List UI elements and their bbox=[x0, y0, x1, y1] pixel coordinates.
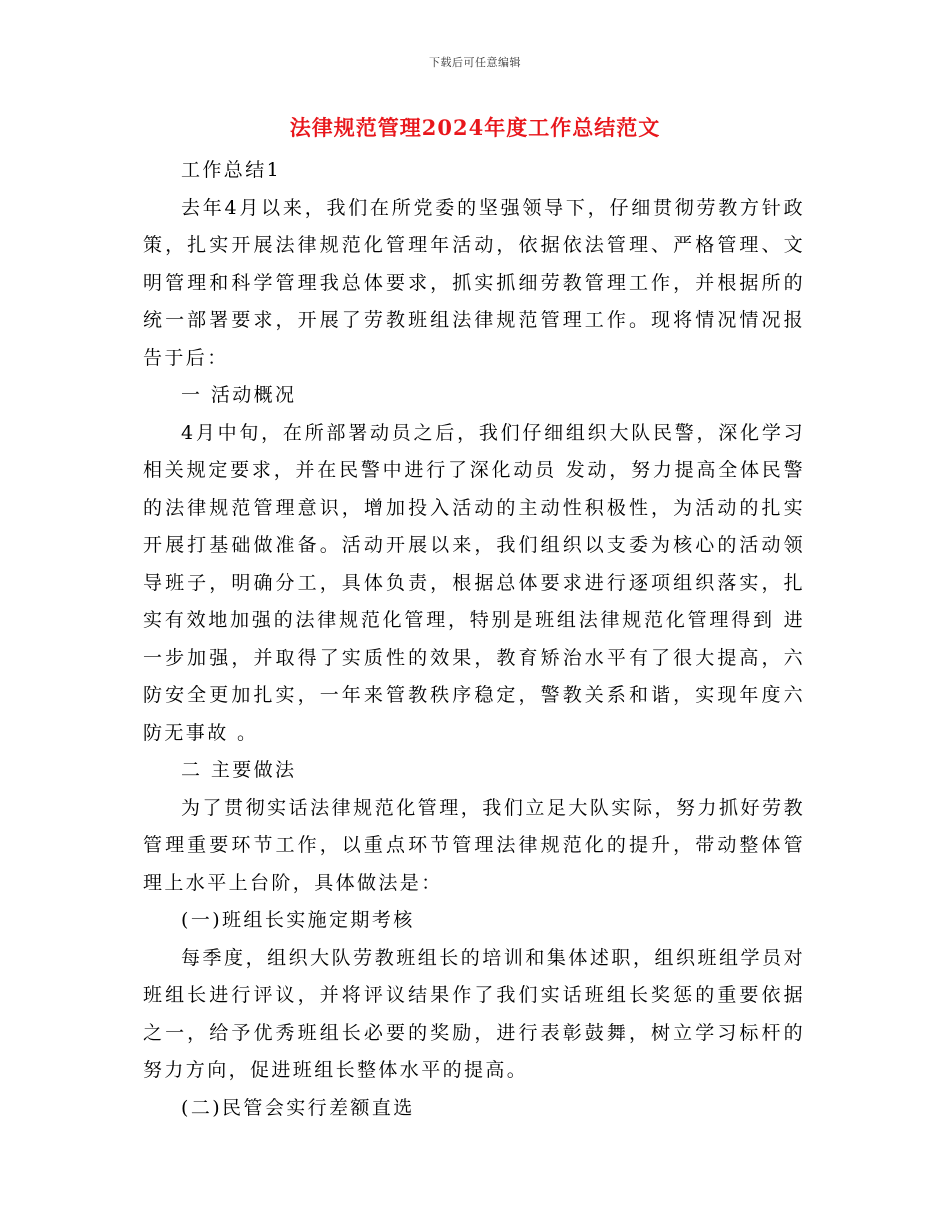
section-heading: 二 主要做法 bbox=[181, 759, 297, 781]
section-heading: 一 活动概况 bbox=[181, 384, 297, 406]
paragraph: 每季度，组织大队劳教班组长的培训和集体述职，组织班组学员对班组长进行评议，并将评议结果作了我们实话班组长奖惩的重要依据之一，给予优秀班组长必要的奖励，进行表彰鼓舞，树立学习标杆的努力方向，促进班组长整体水平的提高。 bbox=[143, 946, 805, 1081]
document-body bbox=[143, 152, 805, 1127]
header-note: 下载后可任意编辑 bbox=[429, 56, 521, 69]
document-title: 法律规范管理2024年度工作总结范文 bbox=[289, 115, 661, 140]
paragraph: 4月中旬，在所部署动员之后，我们仔细组织大队民警，深化学习相关规定要求，并在民警中进行了深化动员 发动，努力提高全体民警的法律规范管理意识，增加投入活动的主动性积极性，为活动的扎实开展打基础做准备。活动开展以来，我们组织以支委为核心的活动领导班子，明确分工，具体负责，根据总体要求进行逐项组织落实，扎实有效地加强的法律规范化管理，特别是班组法律规范化管理得到 进一步加强，并取得了实质性的效果，教育矫治水平有了很大提高，六防安全更加扎实，一年来管教秩序稳定，警教关系和谐，实现年度六防无事故 。 bbox=[143, 421, 805, 744]
subsection-heading: (一)班组长实施定期考核 bbox=[181, 909, 415, 931]
subsection-heading: (二)民管会实行差额直选 bbox=[181, 1096, 415, 1119]
section-heading: 工作总结1 bbox=[181, 159, 282, 181]
paragraph: 为了贯彻实话法律规范化管理，我们立足大队实际，努力抓好劳教管理重要环节工作，以重点环节管理法律规范化的提升，带动整体管理上水平上台阶，具体做法是： bbox=[143, 796, 805, 894]
paragraph: 去年4月以来，我们在所党委的坚强领导下，仔细贯彻劳教方针政策，扎实开展法律规范化管理年活动，依据依法管理、严格管理、文明管理和科学管理我总体要求，抓实抓细劳教管理工作，并根据所的统一部署要求，开展了劳教班组法律规范管理工作。现将情况情况报告于后： bbox=[143, 196, 805, 369]
